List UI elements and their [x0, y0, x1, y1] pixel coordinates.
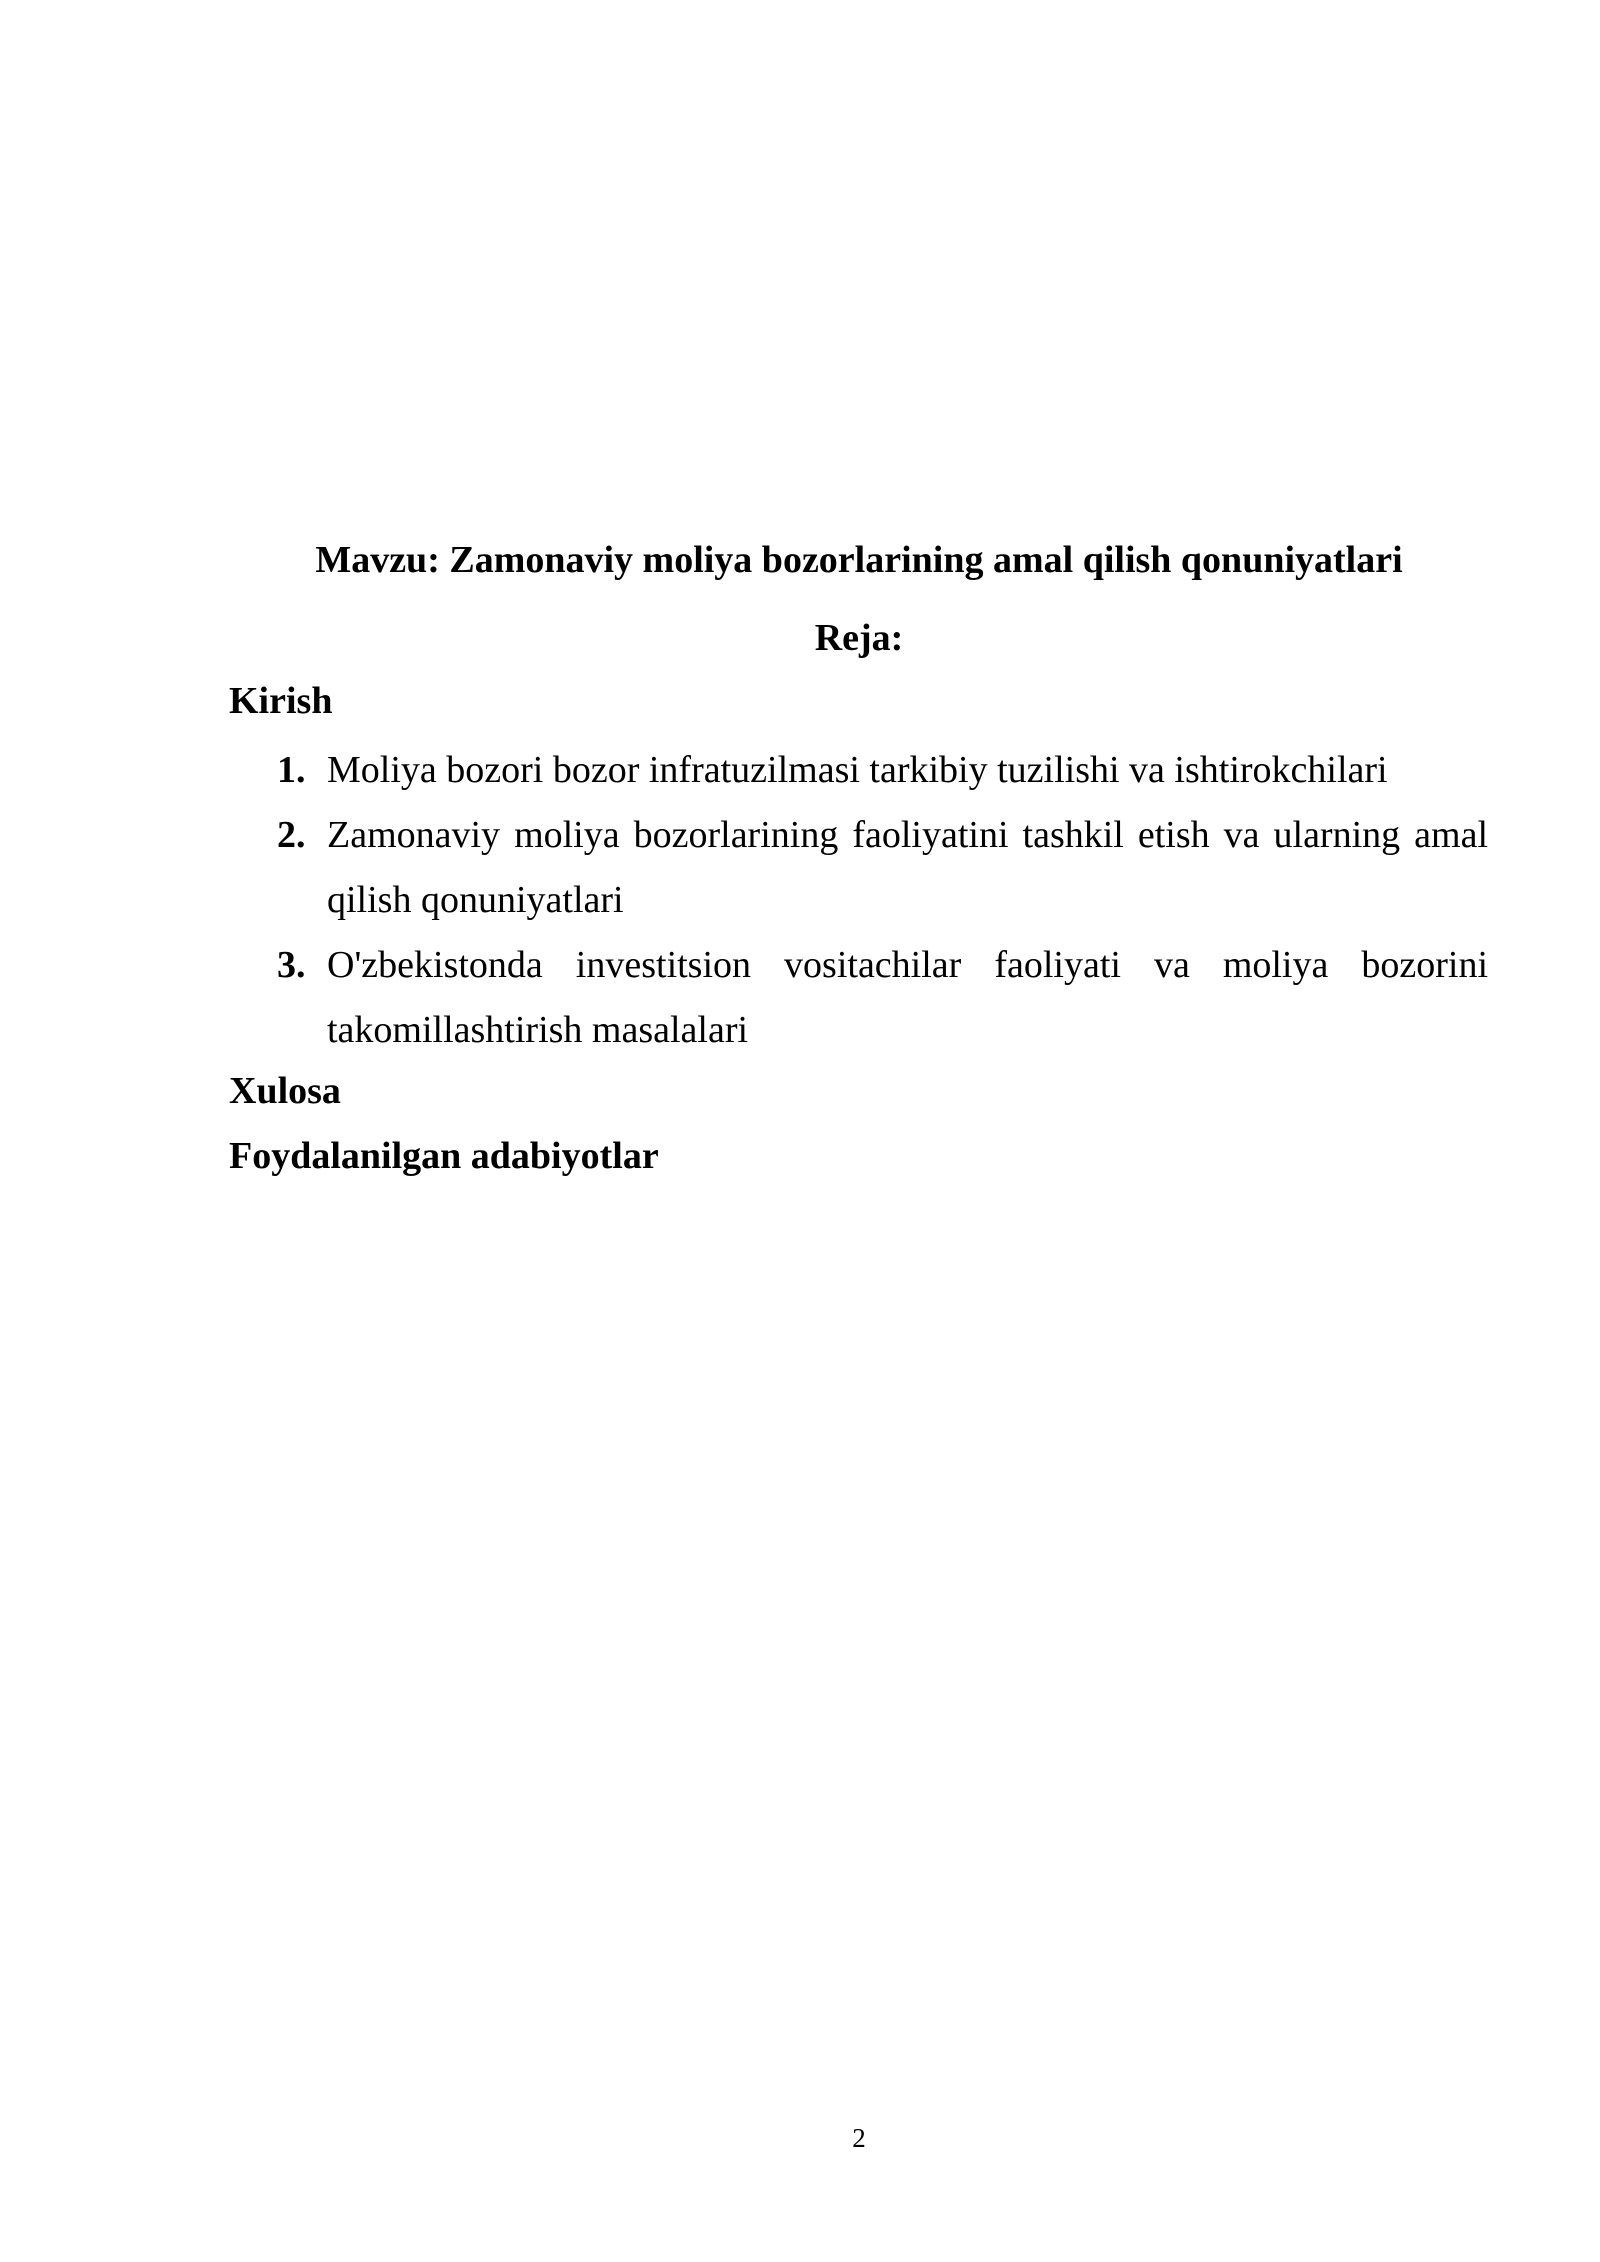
- intro-heading: Kirish: [229, 680, 333, 722]
- page-number: 2: [852, 2123, 866, 2153]
- plan-list: [270, 738, 1488, 1063]
- document-title: Mavzu: Zamonaviy moliya bozorlarining amal qilish qonuniyatlari: [315, 539, 1403, 581]
- list-item-text: Moliya bozori bozor infratuzilmasi tarkibiy tuzilishi va ishtirokchilari: [327, 749, 1388, 791]
- plan-heading: Reja:: [814, 617, 904, 659]
- list-item-number: 2.: [277, 814, 306, 856]
- list-item-text: Zamonaviy moliya bozorlarining faoliyatini tashkil etish va ularning amal qilish qonuniyatlari: [327, 814, 1488, 921]
- list-item-text: O'zbekistonda investitsion vositachilar faoliyati va moliya bozorini takomillashtirish masalalari: [327, 944, 1488, 1051]
- list-item: [270, 738, 1488, 803]
- list-item-number: 3.: [277, 944, 306, 986]
- list-item: [270, 803, 1488, 933]
- conclusion-heading: Xulosa: [229, 1070, 341, 1112]
- references-heading: Foydalanilgan adabiyotlar: [229, 1135, 659, 1177]
- list-item: [270, 933, 1488, 1063]
- list-item-number: 1.: [277, 749, 306, 791]
